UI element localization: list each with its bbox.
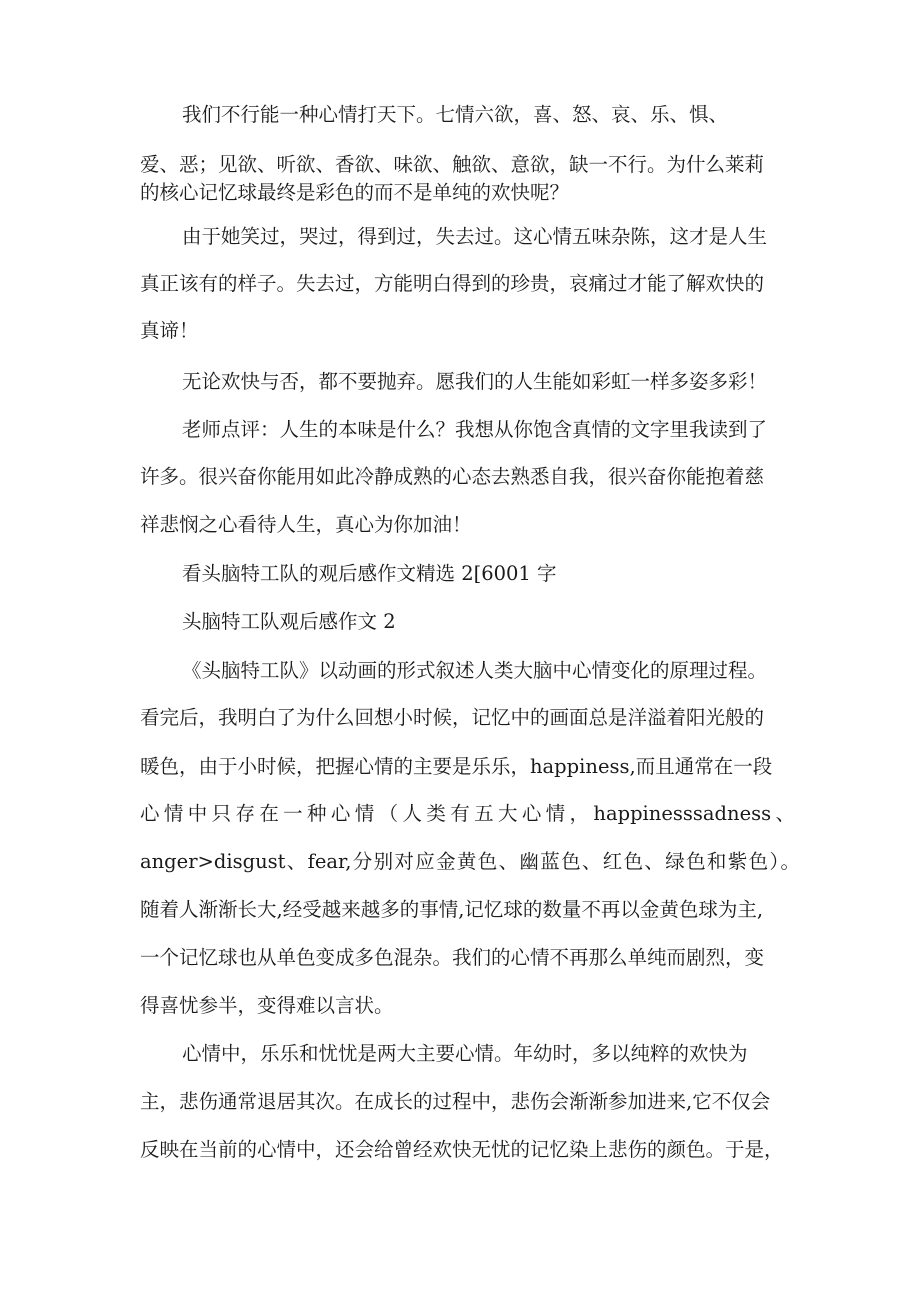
text-line: 心情中，乐乐和忧忧是两大主要心情。年幼时，多以纯粹的欢快为: [182, 1042, 748, 1065]
text-line: 随着人渐渐长大,经受越来越多的事情,记忆球的数量不再以金黄色球为主,: [140, 898, 764, 921]
text-line: 《头脑特工队》以动画的形式叙述人类大脑中心情变化的原理过程。: [182, 659, 768, 682]
text-line: 心情中只存在一种心情（人类有五大心情，happinesssadness、: [140, 802, 795, 825]
text-line: anger>disgust、fear,分别对应金黄色、幽蓝色、红色、绿色和紫色）。: [140, 850, 800, 873]
text-line: 老师点评：人生的本味是什么？我想从你饱含真情的文字里我读到了: [182, 418, 768, 441]
text-line: 看完后，我明白了为什么回想小时候，记忆中的画面总是洋溢着阳光般的: [140, 706, 765, 729]
text-line: 反映在当前的心情中，还会给曾经欢快无忧的记忆染上悲伤的颜色。于是，: [140, 1138, 784, 1161]
text-line: 真正该有的样子。失去过，方能明白得到的珍贵，哀痛过才能了解欢快的: [140, 272, 765, 295]
text-line: 暖色，由于小时候，把握心情的主要是乐乐，happiness,而且通常在一段: [140, 755, 773, 778]
text-line: 一个记忆球也从单色变成多色混杂。我们的心情不再那么单纯而剧烈，变: [140, 946, 765, 969]
text-line: 由于她笑过，哭过，得到过，失去过。这心情五味杂陈，这才是人生: [182, 225, 768, 248]
text-line: 无论欢快与否，都不要抛弃。愿我们的人生能如彩虹一样多姿多彩！: [182, 370, 768, 393]
essay-title: 头脑特工队观后感作文 2: [182, 610, 396, 633]
text-line: 我们不行能一种心情打天下。七情六欲，喜、怒、哀、乐、惧、: [182, 103, 729, 126]
text-line: 主，悲伤通常退居其次。在成长的过程中，悲伤会渐渐参加进来,它不仅会: [140, 1090, 771, 1113]
text-line: 得喜忧参半，变得难以言状。: [140, 994, 394, 1017]
text-line: 许多。很兴奋你能用如此冷静成熟的心态去熟悉自我，很兴奋你能抱着慈: [140, 465, 765, 488]
text-line: 祥悲悯之心看待人生，真心为你加油！: [140, 513, 472, 536]
text-line: 真谛！: [140, 319, 199, 342]
text-line: 爱、恶；见欲、听欲、香欲、味欲、触欲、意欲，缺一不行。为什么莱莉: [140, 153, 765, 176]
section-title: 看头脑特工队的观后感作文精选 2[6001 字: [182, 562, 557, 585]
text-line: 的核心记忆球最终是彩色的而不是单纯的欢快呢？: [140, 181, 570, 204]
